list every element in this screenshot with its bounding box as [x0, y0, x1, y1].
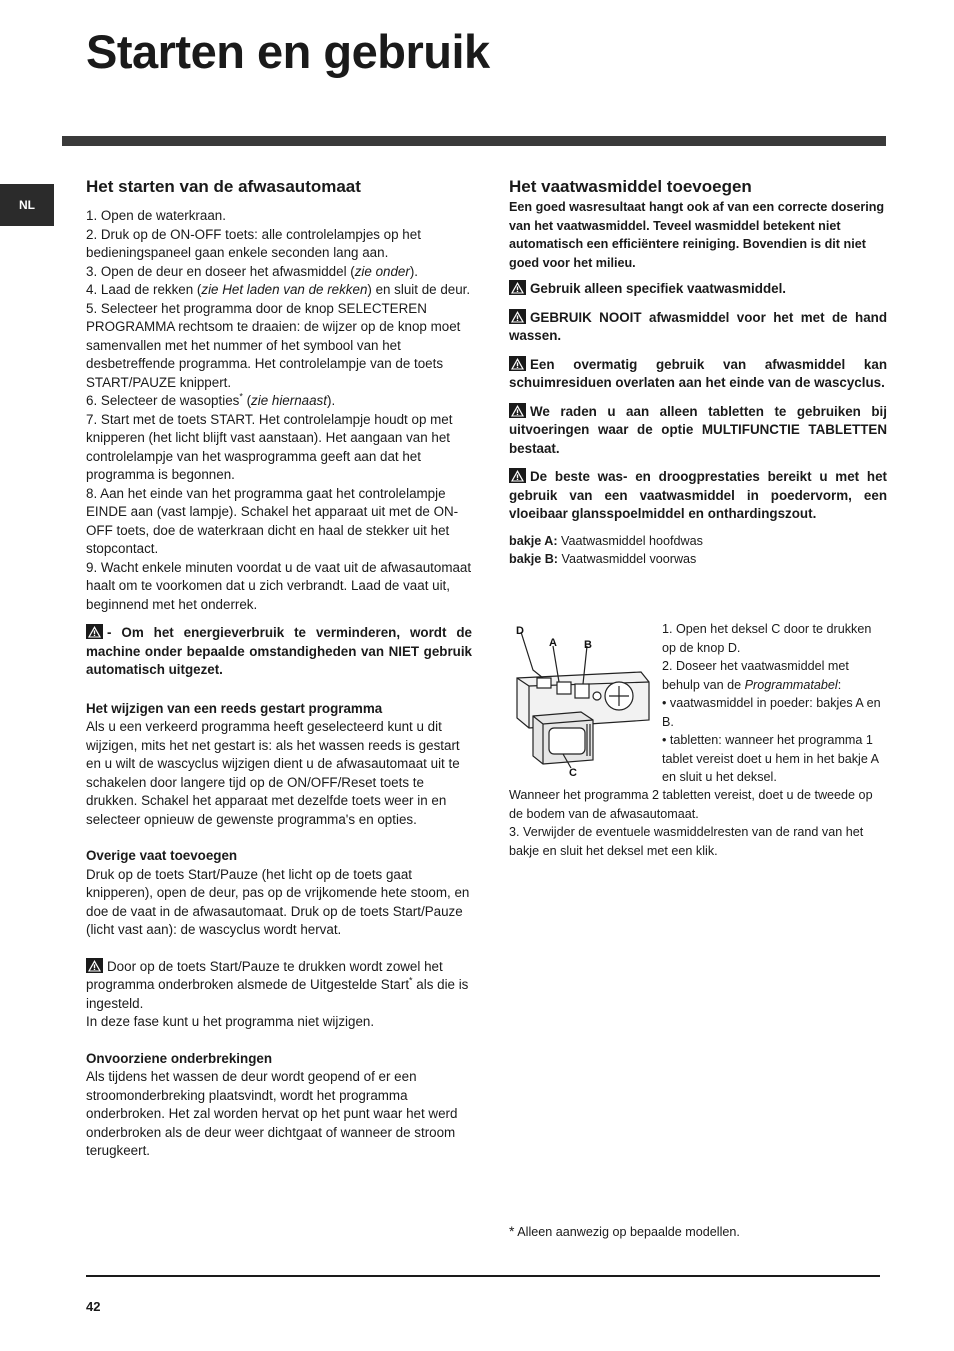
diagram-instructions [662, 620, 886, 787]
warning-triangle-icon [86, 958, 103, 973]
extra-text: Druk op de toets Start/Pauze (het licht op de toets gaat knipperen), open de deur, pas op de vrijkomende hete stoom, en doe de vaat in de afwasautomaat. Druk op de toets Start/Pauze (licht vast aan): de wascyclus wordt hervat. [86, 866, 470, 937]
warning-triangle-icon [509, 356, 526, 371]
warning-triangle-icon [509, 280, 526, 295]
section-heading-interrupt: Onvoorziene onderbrekingen [86, 1050, 273, 1066]
warning-triangle-icon [509, 309, 526, 324]
warning-2: GEBRUIK NOOIT afwasmiddel voor het met de hand wassen. [509, 309, 887, 343]
step-4: 4. Laad de rekken (zie Het laden van de rekken) en sluit de deur. [86, 282, 471, 297]
diagram-step-powder: • vaatwasmiddel in poeder: bakjes A en B. [662, 696, 881, 729]
footnote: * Alleen aanwezig op bepaalde modellen. [509, 1223, 740, 1239]
step-3: 3. Open de deur en doseer het afwasmiddel (zie onder). [86, 263, 419, 279]
step-7: 7. Start met de toets START. Het controlelampje houdt op met knipperen (het licht blijft vast aanstaan). Het aangaan van het controlelampje van het wasprogramma geeft aan dat het programma is begonnen. [86, 411, 453, 482]
bakje-b: bakje B: Vaatwasmiddel voorwas [509, 552, 697, 566]
right-column [509, 176, 887, 569]
section-heading-start: Het starten van de afwasautomaat [86, 177, 361, 196]
step-8: 8. Aan het einde van het programma gaat het controlelampje EINDE aan (vast lampje). Schakel het apparaat uit met de ON-OFF toets, doe de waterkraan dicht en haal de stekker uit het stopcontact. [86, 485, 459, 556]
step-5: 5. Selecteer het programma door de knop SELECTEREN PROGRAMMA rechtsom te draaien: de wijzer op de knop moet samenvallen met het nummer of het symbool van het desbetreffende programma. Het controlelampje van de toets START/PAUZE knippert. [86, 300, 461, 390]
detergent-intro: Een goed wasresultaat hangt ook af van een correcte dosering van het vaatwasmiddel. Teveel wasmiddel betekent niet automatisch een efficiëntere reiniging. Bovendien is dit niet goed voor het milieu. [509, 200, 885, 270]
pause-note: Door op de toets Start/Pauze te drukken wordt zowel het programma onderbroken alsmede de Uitgestelde Start* als die is ingesteld. [86, 958, 469, 1011]
diagram-label-d: D [516, 625, 524, 637]
diagram-step-1: 1. Open het deksel C door te drukken op de knop D. [662, 622, 872, 655]
warning-5: De beste was- en droogprestaties bereikt u met het gebruik van een vaatwasmiddel in poedervorm, een vloeibaar glansspoelmiddel en onthardingszout. [509, 469, 887, 521]
warning-triangle-icon [509, 468, 526, 483]
warning-triangle-icon [509, 403, 526, 418]
interrupt-text: Als tijdens het wassen de deur wordt geopend of er een stroomonderbreking plaatsvindt, wordt het programma onderbroken. Het zal worden hervat op het punt waar het werd onderbroken als de deur weer dichtgaat of wanneer de stroom terugkeert. [86, 1069, 458, 1158]
diagram-step-2: 2. Doseer het vaatwasmiddel met behulp van de Programmatabel: [662, 659, 849, 692]
language-tab: NL [0, 184, 54, 226]
energy-warning: - Om het energieverbruik te verminderen, wordt de machine onder bepaalde omstandigheden van NIET gebruik automatisch uitgezet. [86, 625, 472, 677]
title-divider [62, 136, 886, 146]
start-steps [86, 207, 472, 614]
warning-3: Een overmatig gebruik van afwasmiddel kan schuimresiduen overlaten aan het einde van de wascyclus. [509, 356, 887, 390]
page-number: 42 [86, 1299, 101, 1314]
page-title: Starten en gebruik [86, 25, 490, 78]
diagram-label-c: C [569, 767, 577, 779]
diagram-step-tablet: • tabletten: wanneer het programma 1 tablet vereist doet u hem in het bakje A en sluit u het deksel. [662, 733, 879, 784]
two-tablets-note: Wanneer het programma 2 tabletten vereist, doet u de tweede op de bodem van de afwasautomaat. [509, 788, 873, 821]
warning-4: We raden u aan alleen tabletten te gebruiken bij uitvoeringen waar de optie MULTIFUNCTIE TABLETTEN bestaat. [509, 403, 887, 456]
left-column [86, 176, 472, 1161]
diagram-step-3: 3. Verwijder de eventuele wasmiddelresten van de rand van het bakje en sluit het deksel met een klik. [509, 825, 864, 858]
step-2: 2. Druk op de ON-OFF toets: alle controlelampjes op het bedieningspaneel gaan enkele seconden lang aan. [86, 226, 421, 260]
step-6: 6. Selecteer de wasopties* (zie hiernaast). [86, 391, 336, 408]
section-heading-change: Het wijzigen van een reeds gestart programma [86, 700, 383, 716]
bakje-a: bakje A: Vaatwasmiddel hoofdwas [509, 533, 703, 548]
warning-triangle-icon [86, 624, 103, 639]
footer-divider [86, 1275, 880, 1277]
section-heading-extra: Overige vaat toevoegen [86, 848, 238, 863]
warning-1: Gebruik alleen specifiek vaatwasmiddel. [509, 280, 887, 299]
section-heading-detergent: Het vaatwasmiddel toevoegen [509, 177, 752, 196]
dispenser-diagram [509, 620, 657, 780]
diagram-label-a: A [549, 637, 557, 649]
after-diagram-text [509, 786, 887, 860]
pause-note-2: In deze fase kunt u het programma niet wijzigen. [86, 1014, 375, 1029]
diagram-label-b: B [584, 639, 592, 651]
change-text: Als u een verkeerd programma heeft geselecteerd kunt u dit wijzigen, mits het net gestart is: als het wassen reeds is gestart en u wilt de wascyclus wijzigen dient u de afwasautomaat uit te schakelen door langere tijd op de ON/OFF/Reset toets te drukken. Schakel het apparaat met dezelfde toets weer in en selecteer opnieuw de gewenste programma's en opties. [86, 719, 460, 827]
step-1: 1. Open de waterkraan. [86, 208, 226, 223]
step-9: 9. Wacht enkele minuten voordat u de vaat uit de afwasautomaat haalt om te voorkomen dat u zich verbrandt. Laad de vaat uit, beginnend met het onderrek. [86, 559, 472, 612]
